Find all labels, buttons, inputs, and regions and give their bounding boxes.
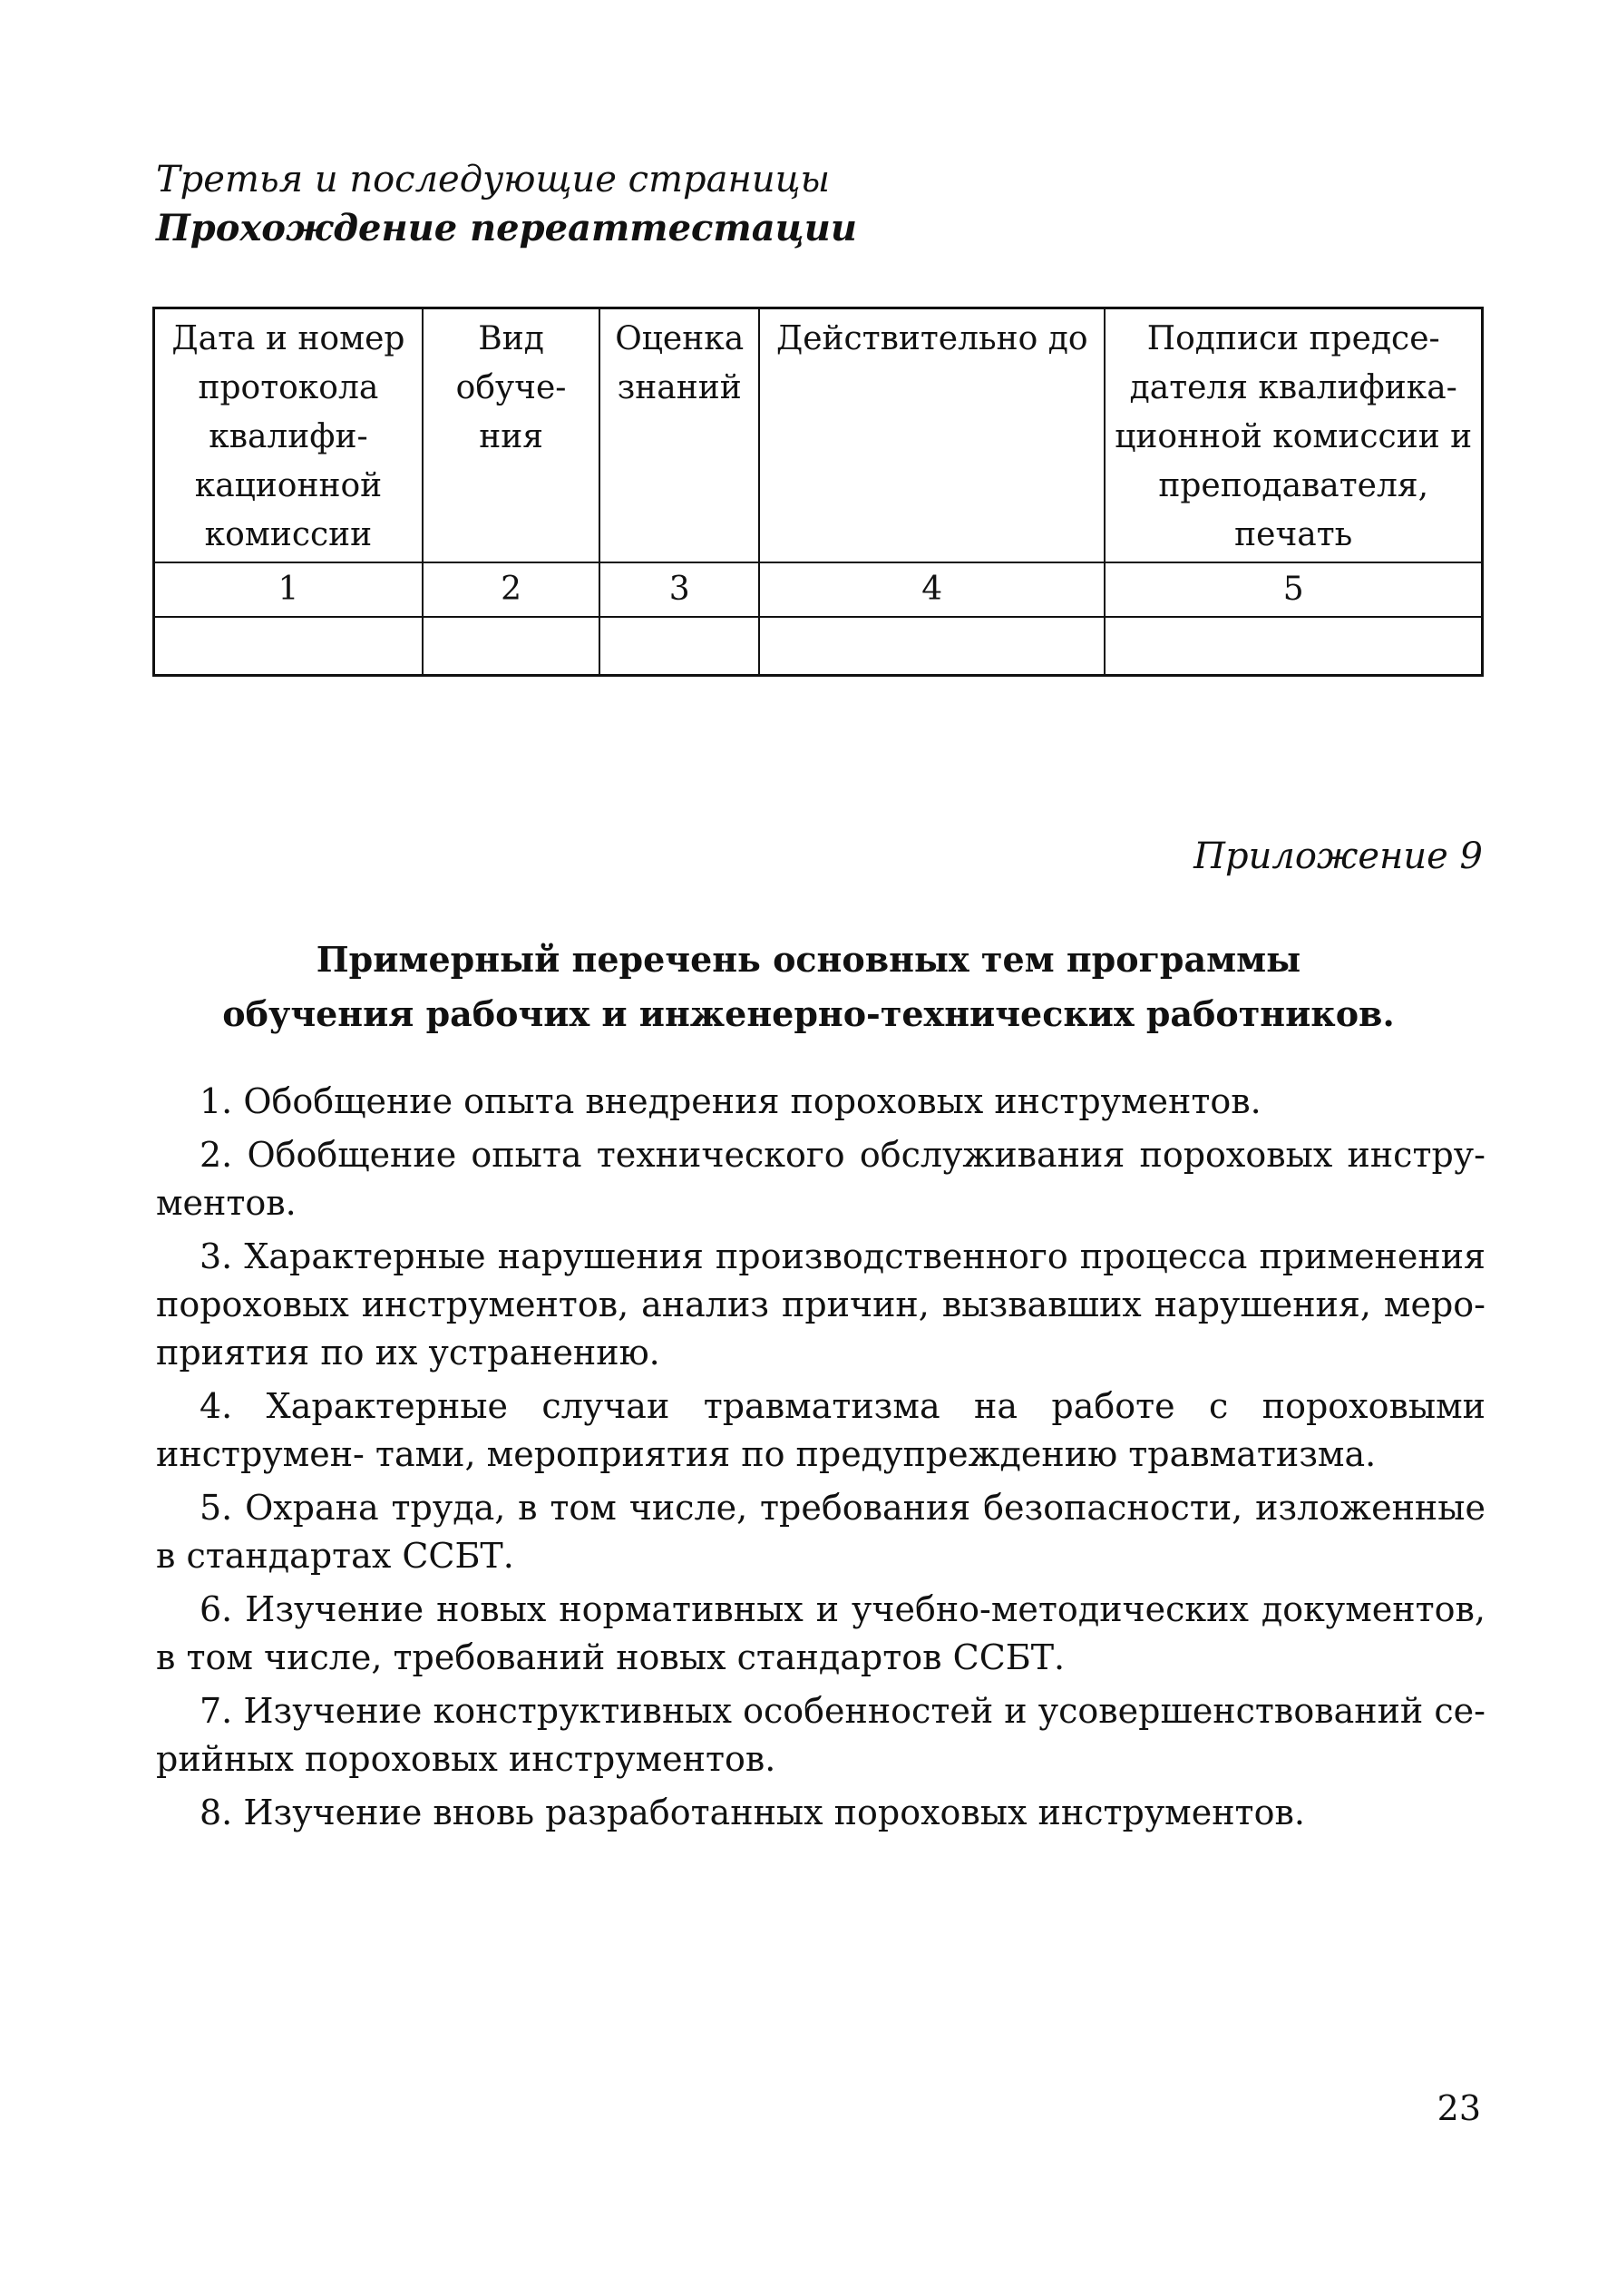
table-empty-row [154, 617, 1483, 676]
list-title-line-2: обучения рабочих и инженерно-технических работников. [222, 993, 1395, 1034]
list-item: 6. Изучение новых нормативных и учебно-методических документов, в том числе, требований новых стандартов ССБТ. [156, 1589, 1485, 1677]
header-cell-valid-until: Действительно до [759, 308, 1105, 563]
empty-cell [759, 617, 1105, 676]
header-cell-training-type: Вид обуче- ния [423, 308, 599, 563]
column-number: 1 [154, 562, 423, 617]
list-title-line-1: Примерный перечень основных тем программы [316, 939, 1301, 980]
list-item: 3. Характерные нарушения производственного процесса применения пороховых инструментов, анализ причин, вызвавших нарушения, меро- приятия по их устранению. [156, 1236, 1485, 1373]
column-number: 4 [759, 562, 1105, 617]
list-item: 4. Характерные случаи травматизма на работе с пороховыми инструмен- тами, мероприятия по предупреждению травматизма. [156, 1386, 1485, 1474]
header-cell-grade: Оценка знаний [599, 308, 759, 563]
header-cell-protocol: Дата и номер протокола квалифи- кационной комиссии [154, 308, 423, 563]
list-item: 5. Охрана труда, в том числе, требования безопасности, изложенные в стандартах ССБТ. [156, 1488, 1485, 1576]
header-cell-signatures: Подписи предсе- дателя квалифика- ционной комиссии и преподавателя, печать [1105, 308, 1482, 563]
column-number: 3 [599, 562, 759, 617]
table-header-row [154, 308, 1483, 563]
section-title: Прохождение переаттестации [156, 207, 857, 249]
section-subtitle: Третья и последующие страницы [156, 159, 831, 200]
column-number: 5 [1105, 562, 1482, 617]
empty-cell [423, 617, 599, 676]
table-number-row [154, 562, 1483, 617]
list-item: 8. Изучение вновь разработанных пороховых инструментов. [200, 1793, 1305, 1832]
column-number: 2 [423, 562, 599, 617]
empty-cell [1105, 617, 1482, 676]
page-number: 23 [1437, 2088, 1481, 2128]
list-item: 2. Обобщение опыта технического обслуживания пороховых инстру- ментов. [156, 1135, 1485, 1223]
empty-cell [599, 617, 759, 676]
list-item: 1. Обобщение опыта внедрения пороховых инструментов. [200, 1081, 1261, 1121]
list-item: 7. Изучение конструктивных особенностей и усовершенствований се- рийных пороховых инструментов. [156, 1691, 1485, 1779]
recertification-table [152, 307, 1484, 677]
topic-list [156, 1078, 1485, 1842]
empty-cell [154, 617, 423, 676]
appendix-label: Приложение 9 [1193, 835, 1483, 877]
